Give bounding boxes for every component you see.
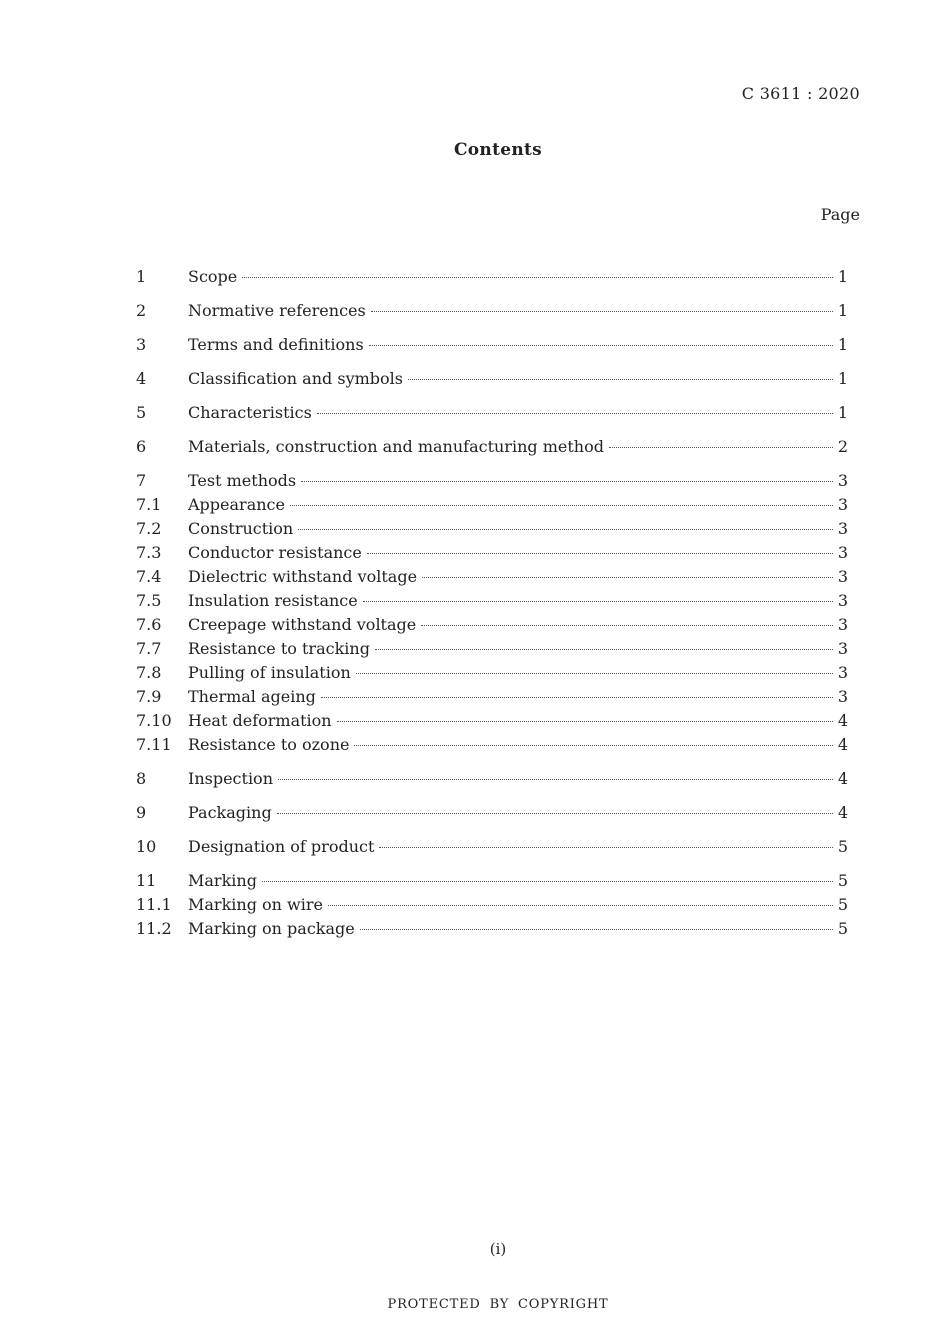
toc-entry[interactable] (136, 589, 848, 613)
toc-entry[interactable] (136, 801, 848, 825)
toc-entry[interactable] (136, 685, 848, 709)
toc-entry[interactable] (136, 541, 848, 565)
toc-entry[interactable] (136, 637, 848, 661)
toc-entry-title: Inspection (188, 769, 273, 788)
toc-entry-number: 7.3 (136, 543, 162, 562)
toc-entry-title: Pulling of insulation (188, 663, 351, 682)
toc-dot-leader (367, 553, 833, 554)
toc-dot-leader (262, 881, 833, 882)
toc-entry[interactable] (136, 333, 848, 357)
toc-entry-title: Terms and definitions (188, 335, 364, 354)
toc-entry-title: Insulation resistance (188, 591, 358, 610)
toc-entry-number: 1 (136, 267, 147, 286)
toc-entry-number: 8 (136, 769, 147, 788)
toc-entry[interactable] (136, 401, 848, 425)
toc-entry[interactable] (136, 469, 848, 493)
toc-entry-page: 3 (837, 663, 848, 682)
toc-entry-number: 4 (136, 369, 147, 388)
toc-entry-page: 1 (837, 335, 848, 354)
toc-entry-page: 1 (837, 301, 848, 320)
toc-entry-page: 2 (837, 437, 848, 456)
toc-entry-page: 5 (837, 871, 848, 890)
toc-entry-number: 7.6 (136, 615, 162, 634)
toc-entry-title: Appearance (188, 495, 285, 514)
toc-entry[interactable] (136, 613, 848, 637)
toc-entry-number: 11.2 (136, 919, 172, 938)
toc-entry-page: 5 (837, 837, 848, 856)
toc-entry-number: 7.9 (136, 687, 162, 706)
toc-entry-title: Marking (188, 871, 257, 890)
toc-dot-leader (290, 505, 833, 506)
toc-entry-page: 3 (837, 543, 848, 562)
toc-entry-page: 3 (837, 495, 848, 514)
toc-dot-leader (354, 745, 832, 746)
toc-entry-number: 7.11 (136, 735, 172, 754)
toc-entry-number: 5 (136, 403, 147, 422)
toc-entry-page: 5 (837, 895, 848, 914)
toc-entry-page: 5 (837, 919, 848, 938)
toc-dot-leader (408, 379, 833, 380)
toc-entry[interactable] (136, 733, 848, 757)
toc-dot-leader (379, 847, 832, 848)
toc-entry[interactable] (136, 565, 848, 589)
toc-entry-page: 3 (837, 471, 848, 490)
toc-dot-leader (609, 447, 833, 448)
toc-entry-number: 2 (136, 301, 147, 320)
table-of-contents (136, 265, 848, 941)
toc-dot-leader (278, 779, 833, 780)
toc-dot-leader (298, 529, 833, 530)
toc-dot-leader (337, 721, 833, 722)
toc-entry-page: 3 (837, 567, 848, 586)
toc-entry-title: Designation of product (188, 837, 375, 856)
toc-entry[interactable] (136, 893, 848, 917)
toc-entry-page: 1 (837, 403, 848, 422)
toc-dot-leader (360, 929, 833, 930)
toc-entry-number: 9 (136, 803, 147, 822)
toc-entry-title: Resistance to tracking (188, 639, 370, 658)
toc-entry-title: Marking on package (188, 919, 355, 938)
toc-dot-leader (242, 277, 833, 278)
toc-entry-number: 7.2 (136, 519, 162, 538)
toc-entry-title: Construction (188, 519, 294, 538)
toc-entry-page: 3 (837, 519, 848, 538)
toc-entry-page: 4 (837, 769, 848, 788)
toc-entry-page: 1 (837, 267, 848, 286)
toc-dot-leader (371, 311, 833, 312)
toc-entry-title: Packaging (188, 803, 272, 822)
toc-dot-leader (363, 601, 833, 602)
toc-entry-number: 7.1 (136, 495, 162, 514)
toc-entry-number: 7.10 (136, 711, 172, 730)
toc-entry-title: Dielectric withstand voltage (188, 567, 418, 586)
toc-entry-title: Test methods (188, 471, 297, 490)
toc-entry-title: Resistance to ozone (188, 735, 350, 754)
toc-entry-number: 7.7 (136, 639, 162, 658)
copyright-notice: PROTECTED BY COPYRIGHT (387, 1297, 609, 1312)
toc-entry[interactable] (136, 299, 848, 323)
document-id: C 3611 : 2020 (741, 84, 860, 103)
toc-entry-number: 6 (136, 437, 147, 456)
contents-title: Contents (453, 140, 543, 160)
toc-entry-page: 4 (837, 735, 848, 754)
toc-entry-page: 4 (837, 803, 848, 822)
toc-entry[interactable] (136, 661, 848, 685)
toc-entry[interactable] (136, 367, 848, 391)
toc-dot-leader (321, 697, 833, 698)
toc-entry-page: 3 (837, 615, 848, 634)
toc-entry-title: Thermal ageing (188, 687, 316, 706)
page-column-label: Page (820, 205, 860, 224)
toc-entry-title: Materials, construction and manufacturing method (188, 437, 604, 456)
toc-entry-number: 7.4 (136, 567, 162, 586)
toc-entry-number: 7 (136, 471, 147, 490)
toc-entry-page: 3 (837, 591, 848, 610)
toc-entry-page: 4 (837, 711, 848, 730)
toc-entry-number: 7.8 (136, 663, 162, 682)
toc-entry[interactable] (136, 709, 848, 733)
toc-dot-leader (375, 649, 833, 650)
toc-entry[interactable] (136, 517, 848, 541)
toc-entry-title: Scope (188, 267, 238, 286)
toc-entry-page: 3 (837, 687, 848, 706)
toc-entry[interactable] (136, 493, 848, 517)
toc-dot-leader (277, 813, 833, 814)
toc-entry-title: Characteristics (188, 403, 312, 422)
toc-dot-leader (317, 413, 833, 414)
toc-dot-leader (356, 673, 833, 674)
toc-entry-page: 3 (837, 639, 848, 658)
toc-entry[interactable] (136, 835, 848, 859)
toc-entry[interactable] (136, 869, 848, 893)
toc-entry-number: 11 (136, 871, 157, 890)
toc-entry[interactable] (136, 435, 848, 459)
toc-dot-leader (301, 481, 833, 482)
toc-entry[interactable] (136, 917, 848, 941)
toc-entry-number: 7.5 (136, 591, 162, 610)
toc-entry-title: Heat deformation (188, 711, 332, 730)
toc-entry-number: 10 (136, 837, 157, 856)
toc-entry[interactable] (136, 767, 848, 791)
toc-entry-title: Creepage withstand voltage (188, 615, 417, 634)
toc-entry-title: Marking on wire (188, 895, 323, 914)
toc-dot-leader (369, 345, 833, 346)
toc-entry[interactable] (136, 265, 848, 289)
toc-dot-leader (421, 625, 833, 626)
toc-entry-title: Conductor resistance (188, 543, 362, 562)
toc-entry-page: 1 (837, 369, 848, 388)
toc-entry-number: 3 (136, 335, 147, 354)
toc-entry-title: Normative references (188, 301, 366, 320)
toc-entry-title: Classification and symbols (188, 369, 403, 388)
page-folio: (i) (489, 1240, 507, 1258)
toc-dot-leader (328, 905, 833, 906)
toc-entry-number: 11.1 (136, 895, 172, 914)
toc-dot-leader (422, 577, 833, 578)
